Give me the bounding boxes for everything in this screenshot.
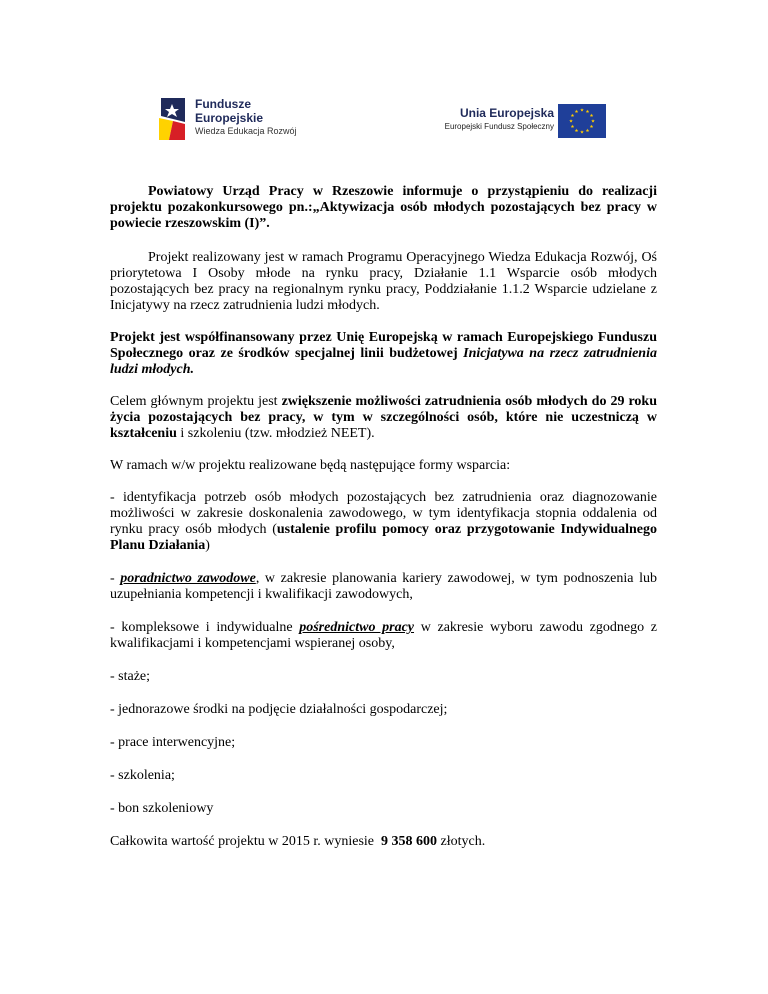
mediation-rest: w zakresie wyboru zawodu zgodnego z kwalifikacjami i kompetencjami wspieranej osoby, bbox=[110, 620, 657, 651]
total-paragraph bbox=[110, 834, 657, 850]
fe-logo-line2: Europejskie bbox=[195, 111, 264, 125]
fundusze-europejskie-logo bbox=[157, 96, 317, 144]
total-suffix: złotych. bbox=[437, 834, 486, 849]
logo-header bbox=[0, 0, 768, 160]
intro-paragraph: Projekt realizowany jest w ramach Programu Operacyjnego Wiedza Edukacja Rozwój, Oś priorytetowa I Osoby młode na rynku pracy, Działanie 1.1 Wsparcie osób młodych pozostających bez pracy na regionalnym rynku pracy, Poddziałanie 1.1.2 Wsparcie udzielane z Inicjatywy na rzecz zatrudnienia ludzi młodych. bbox=[110, 250, 657, 313]
unia-europejska-text bbox=[418, 106, 554, 133]
cofinance-paragraph bbox=[110, 330, 657, 378]
goal-prefix: Celem głównym projektu jest bbox=[110, 394, 282, 409]
list-item-counseling bbox=[110, 571, 657, 603]
total-amount: 9 358 600 bbox=[381, 834, 438, 849]
goal-bold: zwiększenie możliwości zatrudnienia osób młodych do 29 roku życia pozostających bez pracy, w tym w szczególności osób, które nie uczestniczą w kształceniu bbox=[110, 394, 658, 441]
cofinance-main: Projekt jest współfinansowany przez Unię Europejską w ramach Europejskiego Funduszu Społecznego oraz ze środków specjalnej linii budżetowej bbox=[110, 330, 657, 361]
identification-bold: ustalenie profilu pomocy oraz przygotowanie Indywidualnego Planu Działania bbox=[110, 522, 657, 553]
list-item: - bon szkoleniowy bbox=[110, 801, 214, 816]
counseling-emph: poradnictwo zawodowe bbox=[120, 571, 256, 586]
list-item: - jednorazowe środki na podjęcie działalności gospodarczej; bbox=[110, 702, 448, 717]
list-item: - prace interwencyjne; bbox=[110, 735, 236, 750]
counseling-dash: - bbox=[110, 571, 121, 586]
fundusze-europejskie-mark-icon bbox=[157, 96, 187, 142]
identification-text: - identyfikacja potrzeb osób młodych pozostających bez zatrudnienia oraz diagnozowanie możliwości w zakresie doskonalenia zawodowego, w tym identyfikacja stopnia oddalenia od rynku pracy osób młodych ( bbox=[110, 490, 657, 537]
counseling-rest: , w zakresie planowania kariery zawodowej, w tym podnoszenia lub uzupełniania kompetencji i kwalifikacji zawodowych, bbox=[110, 571, 657, 602]
list-item: - szkolenia; bbox=[110, 768, 175, 783]
document-title: Powiatowy Urząd Pracy w Rzeszowie informuje o przystąpieniu do realizacji projektu pozakonkursowego pn.:„Aktywizacja osób młodych pozostających bez pracy w powiecie rzeszowskim (I)”. bbox=[110, 184, 657, 231]
total-prefix: Całkowita wartość projektu w 2015 r. wyniesie bbox=[110, 834, 382, 849]
mediation-emph: pośrednictwo pracy bbox=[299, 620, 415, 635]
cofinance-italic: Inicjatywa na rzecz zatrudnienia ludzi młodych. bbox=[110, 346, 657, 377]
list-item-identification bbox=[110, 490, 657, 554]
mediation-prefix: - kompleksowe i indywidualne bbox=[110, 620, 300, 635]
list-item: - staże; bbox=[110, 669, 151, 684]
fe-logo-line3: Wiedza Edukacja Rozwój bbox=[195, 126, 297, 136]
document-body bbox=[110, 184, 657, 866]
unia-europejska-logo bbox=[418, 104, 608, 140]
fundusze-europejskie-text bbox=[195, 97, 297, 138]
eu-flag-icon bbox=[558, 104, 606, 138]
forms-intro: W ramach w/w projektu realizowane będą następujące formy wsparcia: bbox=[110, 458, 511, 473]
list-item-mediation bbox=[110, 620, 657, 652]
identification-close: ) bbox=[205, 538, 210, 553]
goal-suffix: i szkoleniu (tzw. młodzież NEET). bbox=[176, 426, 375, 441]
fe-logo-line1: Fundusze bbox=[195, 97, 251, 111]
ue-logo-line2: Europejski Fundusz Społeczny bbox=[444, 122, 554, 131]
ue-logo-line1: Unia Europejska bbox=[459, 106, 554, 120]
goal-paragraph bbox=[110, 394, 657, 442]
